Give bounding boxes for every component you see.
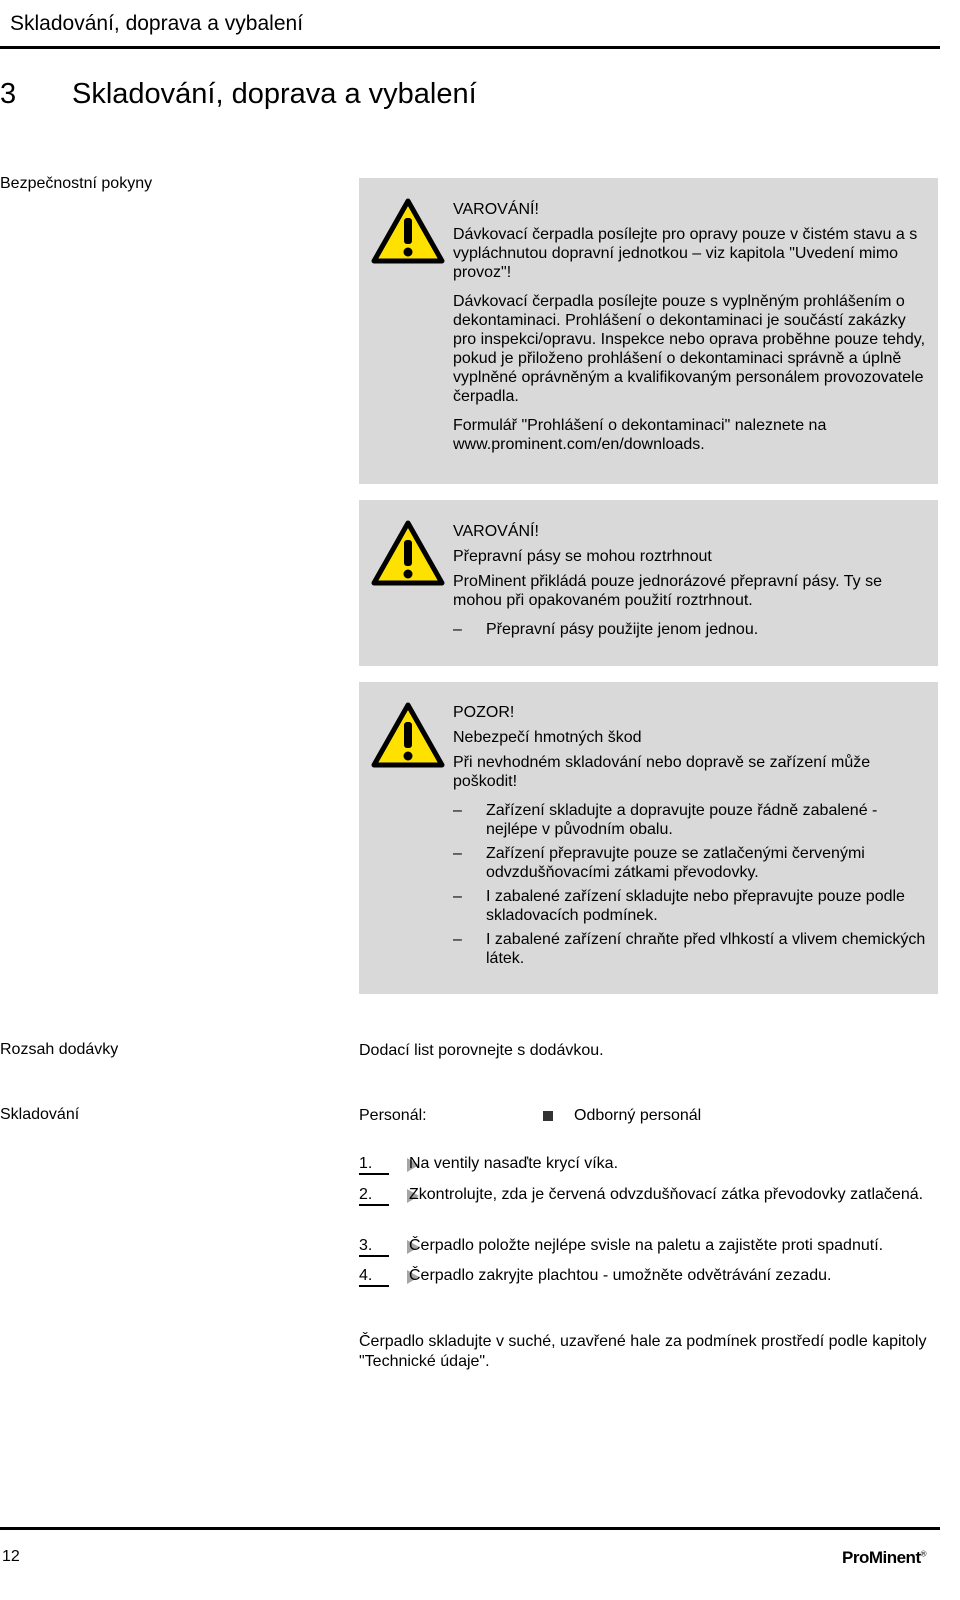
- list-item: – I zabalené zařízení skladujte nebo přepravujte pouze podle skladovacích podmínek.: [453, 887, 926, 925]
- warning-box-transport-straps: [359, 500, 938, 666]
- step-underline: [359, 1173, 389, 1175]
- step-text: Zkontrolujte, zda je červená odvzdušňovací zátka převodovky zatlačená.: [409, 1186, 924, 1203]
- warning-triangle-icon: [371, 520, 445, 586]
- step-underline: [359, 1255, 389, 1257]
- warning-triangle-icon: [371, 702, 445, 768]
- caution-box-material-damage: [359, 682, 938, 994]
- warning-paragraph: Dávkovací čerpadla posílejte pouze s vyplněným prohlášením o dekontaminaci. Prohlášení o dekontaminaci je součástí zakázky pro inspekci/opravu. Inspekce nebo oprava proběhne pouze tehdy, pokud je přiloženo prohlášení o dekontaminaci správně a úplně vyplněné oprávněným a kvalifikovaným personálem provozovatele čerpadla.: [453, 293, 926, 405]
- step-number: 3.: [359, 1237, 373, 1254]
- list-item: – I zabalené zařízení chraňte před vlhkostí a vlivem chemických látek.: [453, 930, 926, 968]
- logo-text: ProMinent: [842, 1548, 921, 1567]
- step-underline: [359, 1285, 389, 1287]
- chapter-number: 3: [0, 78, 17, 110]
- caution-keyword: POZOR!: [453, 704, 515, 721]
- chapter-title: [0, 78, 477, 111]
- warning-paragraph: Formulář "Prohlášení o dekontaminaci" naleznete na www.prominent.com/en/downloads.: [453, 417, 827, 453]
- personnel-value: Odborný personál: [574, 1107, 702, 1124]
- step-number: 2.: [359, 1186, 373, 1203]
- running-header: Skladování, doprava a vybalení: [10, 12, 304, 35]
- step-text: Čerpadlo zakryjte plachtou - umožněte odvětrávání zezadu.: [409, 1267, 832, 1284]
- step-text: Na ventily nasaďte krycí víka.: [409, 1155, 619, 1172]
- prominent-logo: [842, 1548, 926, 1568]
- scope-text: Dodací list porovnejte s dodávkou.: [359, 1042, 604, 1059]
- registered-mark: ®: [920, 1549, 927, 1559]
- square-bullet-icon: [543, 1111, 553, 1121]
- storage-note: Čerpadlo skladujte v suché, uzavřené hale za podmínek prostředí podle kapitoly "Technické údaje".: [359, 1333, 927, 1370]
- chapter-title-text: Skladování, doprava a vybalení: [72, 78, 477, 110]
- header-rule: [0, 46, 940, 49]
- warning-heading: Přepravní pásy se mohou roztrhnout: [453, 548, 712, 565]
- warning-keyword: VAROVÁNÍ!: [453, 523, 539, 540]
- list-item: – Zařízení přepravujte pouze se zatlačenými červenými odvzdušňovacími zátkami převodovky.: [453, 844, 926, 882]
- warning-keyword: VAROVÁNÍ!: [453, 201, 539, 218]
- step-number: 1.: [359, 1155, 373, 1172]
- list-item: – Přepravní pásy použijte jenom jednou.: [453, 620, 926, 639]
- caution-paragraph: Při nevhodném skladování nebo dopravě se zařízení může poškodit!: [453, 754, 871, 790]
- warning-paragraph: ProMinent přikládá pouze jednorázové přepravní pásy. Ty se mohou při opakovaném použití roztrhnout.: [453, 573, 882, 609]
- warning-paragraph: Dávkovací čerpadla posílejte pro opravy pouze v čistém stavu a s vypláchnutou dopravní jednotkou – viz kapitola "Uvedení mimo provoz"!: [453, 226, 918, 281]
- warning-triangle-icon: [371, 198, 445, 264]
- caution-heading: Nebezpečí hmotných škod: [453, 729, 642, 746]
- step-underline: [359, 1204, 389, 1206]
- personnel-label: Personál:: [359, 1107, 427, 1124]
- footer-rule: [0, 1527, 940, 1530]
- step-number: 4.: [359, 1267, 373, 1284]
- step-text: Čerpadlo položte nejlépe svisle na paletu a zajistěte proti spadnutí.: [409, 1237, 884, 1254]
- warning-box-decontamination: [359, 178, 938, 484]
- section-label-safety: Bezpečnostní pokyny: [0, 175, 153, 192]
- list-item: – Zařízení skladujte a dopravujte pouze řádně zabalené - nejlépe v původním obalu.: [453, 801, 926, 839]
- section-label-storage: Skladování: [0, 1106, 80, 1123]
- page-number: 12: [2, 1548, 20, 1565]
- section-label-scope: Rozsah dodávky: [0, 1041, 119, 1058]
